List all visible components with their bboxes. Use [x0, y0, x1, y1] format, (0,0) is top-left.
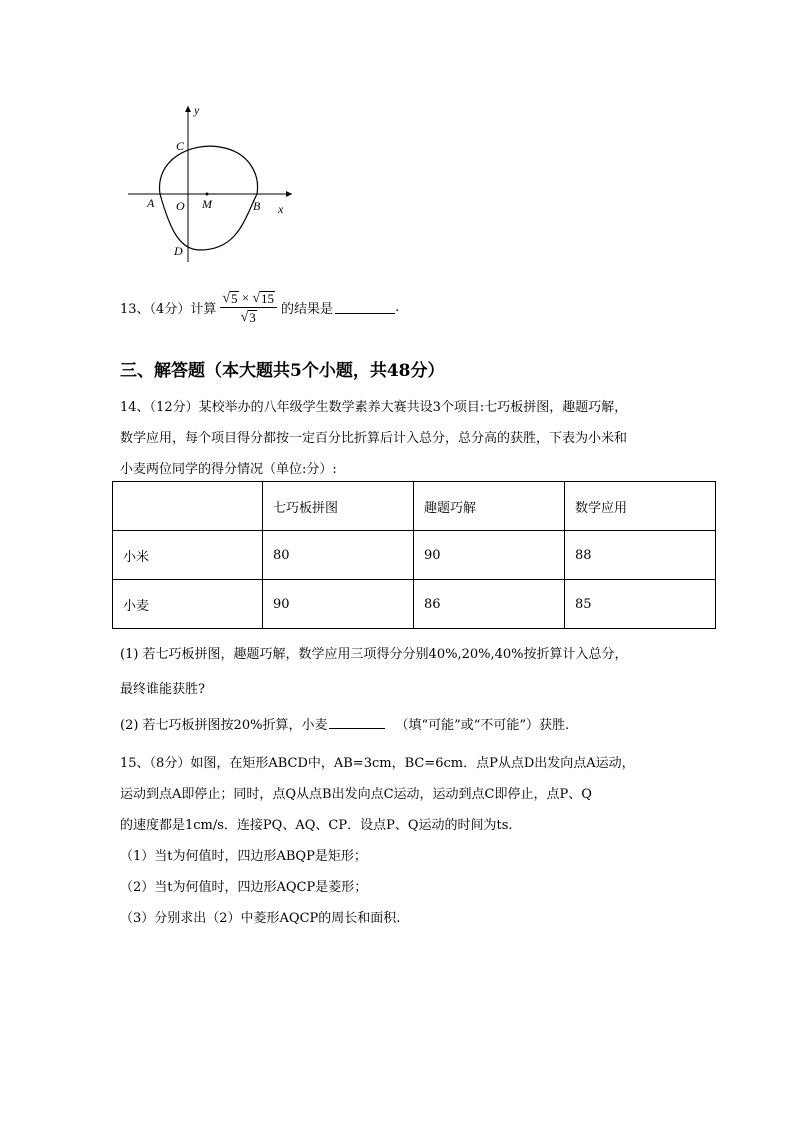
table-header-row — [113, 482, 716, 531]
q13-fraction — [220, 290, 277, 325]
q13-answer-blank — [335, 301, 395, 314]
score-table — [112, 481, 716, 629]
q14-line-3: 小麦两位同学的得分情况（单位:分）: — [120, 462, 337, 477]
label-o: O — [176, 199, 185, 213]
table-row — [113, 531, 716, 580]
q15-line-1: 15、（8分）如图，在矩形ABCD中，AB=3cm，BC=6cm．点P从点D出发向点A运动， — [120, 756, 635, 771]
point-m — [206, 193, 209, 196]
q14-answer-blank — [329, 716, 385, 729]
table-header-cell: 七巧板拼图 — [262, 482, 413, 531]
sqrt-15: √ 15 — [252, 291, 275, 306]
table-cell: 90 — [413, 531, 564, 580]
q14-line-1: 14、（12分）某校举办的八年级学生数学素养大赛共设3个项目:七巧板拼图，趣题巧解， — [120, 400, 628, 415]
section-title: 三、解答题（本大题共5个小题，共48分） — [120, 361, 445, 381]
q13-prefix: 13、（4分）计算 — [120, 302, 217, 317]
q14-part1-line-1: (1) 若七巧板拼图，趣题巧解，数学应用三项得分分别40%,20%,40%按折算计入总分， — [120, 647, 628, 662]
q14-part2 — [120, 714, 569, 733]
sqrt-3: √ 3 — [240, 310, 256, 325]
q15-line-3: 的速度都是1cm/s．连接PQ、AQ、CP．设点P、Q运动的时间为ts. — [120, 818, 513, 833]
label-b: B — [253, 199, 261, 213]
table-cell: 小麦 — [113, 580, 263, 629]
q15-sub-3: （3）分别求出（2）中菱形AQCP的周长和面积. — [120, 911, 401, 926]
table-cell: 小米 — [113, 531, 263, 580]
label-c: C — [176, 139, 185, 153]
q13-suffix: 的结果是 — [281, 302, 334, 317]
q15-line-2: 运动到点A即停止；同时，点Q从点B出发向点C运动，运动到点C即停止，点P、Q — [120, 787, 592, 802]
sqrt-5: √ 5 — [222, 291, 238, 306]
label-x: x — [278, 202, 284, 216]
label-d: D — [174, 244, 183, 258]
table-cell: 85 — [564, 580, 715, 629]
table-cell: 90 — [262, 580, 413, 629]
table-header-cell: 数学应用 — [564, 482, 715, 531]
q15-sub-1: （1）当t为何值时，四边形ABQP是矩形； — [120, 849, 367, 864]
coordinate-figure — [120, 100, 305, 270]
q14-line-2: 数学应用，每个项目得分都按一定百分比折算后计入总分，总分高的获胜，下表为小米和 — [120, 431, 628, 446]
q15-sub-2: （2）当t为何值时，四边形AQCP是菱形； — [120, 880, 368, 895]
label-m: M — [202, 197, 212, 211]
q14-part1-line-2: 最终谁能获胜? — [120, 682, 205, 697]
label-a: A — [147, 196, 155, 210]
q14-part2-suffix: （填“可能”或“不可能”）获胜. — [395, 718, 570, 733]
times-sign: × — [241, 290, 250, 305]
q14-part2-prefix: (2) 若七巧板拼图按20%折算，小麦 — [120, 718, 328, 733]
label-y: y — [194, 103, 200, 117]
table-cell: 88 — [564, 531, 715, 580]
table-row — [113, 580, 716, 629]
question-13 — [120, 290, 399, 325]
table-cell: 86 — [413, 580, 564, 629]
table-header-cell — [113, 482, 263, 531]
table-cell: 80 — [262, 531, 413, 580]
q13-end: . — [395, 300, 400, 315]
table-header-cell: 趣题巧解 — [413, 482, 564, 531]
